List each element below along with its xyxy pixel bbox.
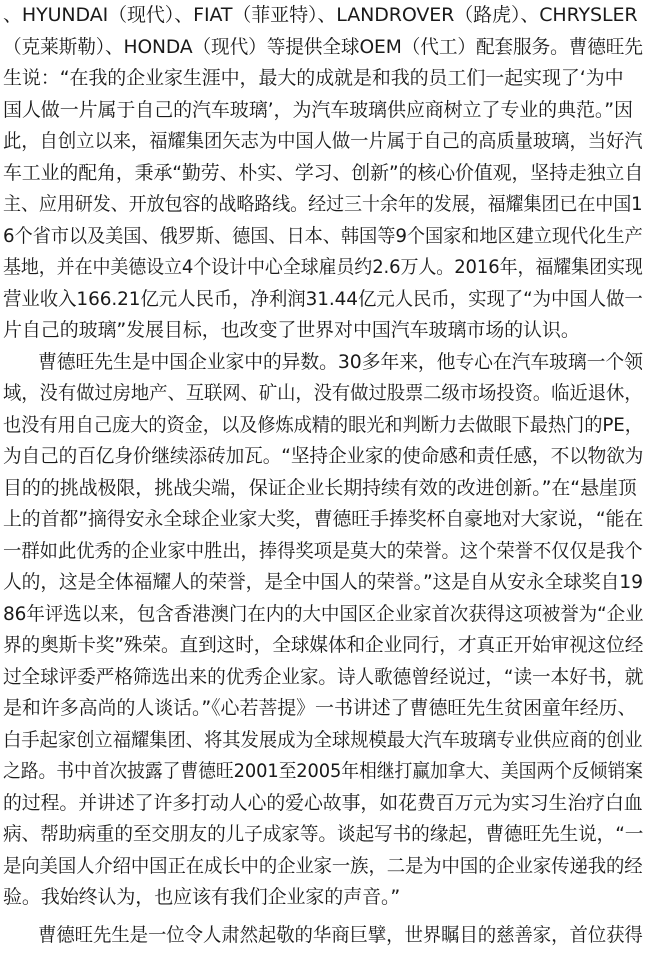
text-line: 营业收入166.21亿元人民币，净利润31.44亿元人民币，实现了“为中国人做一 <box>3 287 643 310</box>
text-line: 一群如此优秀的企业家中胜出，捧得奖项是莫大的荣誉。这个荣誉不仅仅是我个 <box>3 539 643 562</box>
paragraph-start-line: 曹德旺先生是一位令人肃然起敬的华商巨擘，世界瞩目的慈善家，首位获得 <box>38 924 643 946</box>
paragraph-start-line: 曹德旺先生是中国企业家中的异数。30多年来，他专心在汽车玻璃一个领 <box>38 350 643 373</box>
text-line: 的过程。并讲述了许多打动人心的爱心故事，如花费百万元为实习生治疗白血 <box>3 791 643 814</box>
text-line: 是向美国人介绍中国正在成长中的企业家一族，二是为中国的企业家传递我的经 <box>3 854 643 877</box>
text-line: 上的首都”摘得安永全球企业家大奖，曹德旺手捧奖杯自豪地对大家说，“能在 <box>3 508 643 530</box>
text-line: 过全球评委严格筛选出来的优秀企业家。诗人歌德曾经说过，“读一本好书，就 <box>3 665 644 688</box>
text-line: 域，没有做过房地产、互联网、矿山，没有做过股票二级市场投资。临近退休， <box>3 382 643 404</box>
text-line: 界的奥斯卡奖”殊荣。直到这时，全球媒体和企业同行，才真正开始审视这位经 <box>3 634 644 656</box>
text-line: 也没有用自己庞大的资金，以及修炼成精的眼光和判断力去做眼下最热门的PE， <box>3 413 643 436</box>
text-line: 病、帮助病重的至交朋友的儿子成家等。谈起写书的缘起，曹德旺先生说，“一 <box>3 823 644 845</box>
text-line: 之路。书中首次披露了曹德旺2001至2005年相继打赢加拿大、美国两个反倾销案 <box>3 760 643 782</box>
text-line: 86年评选以来，包含香港澳门在内的大中国区企业家首次获得这项被誉为“企业 <box>3 602 643 625</box>
text-line: （克莱斯勒）、HONDA（现代）等提供全球OEM（代工）配套服务。曹德旺先 <box>3 35 643 58</box>
text-line: 车工业的配角，秉承“勤劳、朴实、学习、创新”的核心价值观，坚持走独立自 <box>3 161 643 184</box>
text-line: 国人做一片属于自己的汽车玻璃’，为汽车玻璃供应商树立了专业的典范。”因 <box>3 98 633 121</box>
text-line: 基地，并在中美德设立4个设计中心全球雇员约2.6万人。2016年，福耀集团实现 <box>3 256 643 278</box>
text-line: 人的，这是全体福耀人的荣誉，是全中国人的荣誉。”这是自从安永全球奖自19 <box>3 571 643 593</box>
text-line: 、HYUNDAI（现代）、FIAT（菲亚特）、LANDROVER（路虎）、CHRYSLER <box>3 4 638 26</box>
text-line: 白手起家创立福耀集团、将其发展成为全球规模最大汽车玻璃专业供应商的创业 <box>3 728 643 751</box>
text-line: 生说：“在我的企业家生涯中，最大的成就是和我的员工们一起实现了‘为中 <box>3 67 624 89</box>
text-line: 片自己的玻璃”发展目标，也改变了世界对中国汽车玻璃市场的认识。 <box>3 319 580 341</box>
text-line: 验。我始终认为，也应该有我们企业家的声音。” <box>3 886 401 908</box>
text-line: 为自己的百亿身价继续添砖加瓦。“坚持企业家的使命感和责任感，不以物欲为 <box>3 445 644 467</box>
text-line: 此，自创立以来，福耀集团矢志为中国人做一片属于自己的高质量玻璃，当好汽 <box>3 130 643 152</box>
text-line: 目的的挑战极限，挑战尖端，保证企业长期持续有效的改进创新。”在“悬崖顶 <box>3 476 637 499</box>
text-line: 是和许多高尚的人谈话。”《心若菩提》一书讲述了曹德旺先生贫困童年经历、 <box>3 697 637 719</box>
text-line: 6个省市以及美国、俄罗斯、德国、日本、韩国等9个国家和地区建立现代化生产 <box>3 224 643 247</box>
text-line: 主、应用研发、开放包容的战略路线。经过三十余年的发展，福耀集团已在中国1 <box>3 193 643 215</box>
